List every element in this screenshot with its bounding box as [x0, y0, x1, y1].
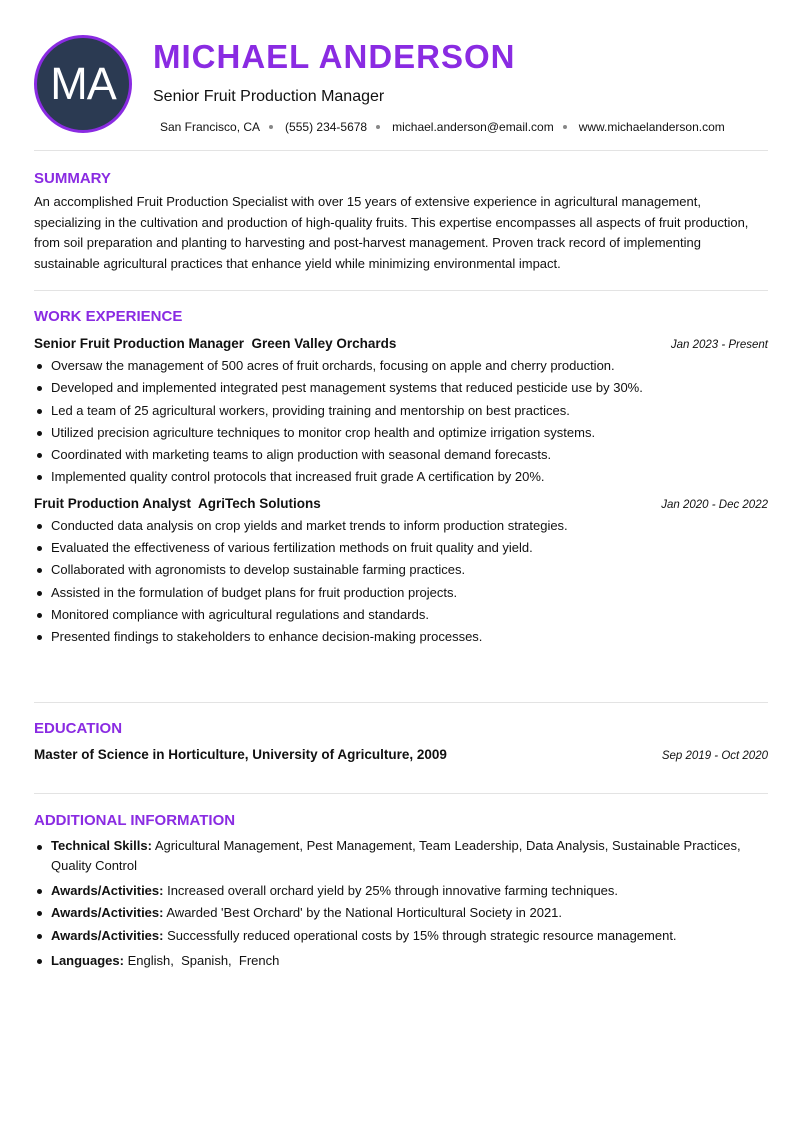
additional-information-heading: ADDITIONAL INFORMATION [34, 812, 236, 829]
job-title: Senior Fruit Production Manager [153, 88, 385, 105]
job-header [34, 336, 768, 351]
job-role: Senior Fruit Production Manager [34, 336, 245, 351]
job-bullets [34, 515, 768, 649]
list-item: Implemented quality control protocols that increased fruit grade A certification by 20%. [34, 466, 768, 488]
work-experience-heading: WORK EXPERIENCE [34, 308, 183, 325]
job-bullets [34, 355, 768, 489]
list-item: Monitored compliance with agricultural regulations and standards. [34, 604, 768, 626]
list-item [34, 836, 768, 875]
job-company: AgriTech Solutions [198, 495, 321, 511]
list-item: Collaborated with agronomists to develop sustainable farming practices. [34, 559, 768, 581]
item-label: Languages: [51, 952, 124, 968]
summary-text: An accomplished Fruit Production Specialist with over 15 years of extensive experience in agricultural management, specializing in the cultivation and production of high-quality fruits. This expertise encompasses all aspects of fruit production, from soil preparation and planting to harvesting and post-harvest management. Proven track record of implementing sustainable agricultural practices that enhance yield while minimizing environmental impact. [34, 194, 749, 271]
additional-information-section [34, 794, 768, 972]
education-heading: EDUCATION [34, 720, 123, 737]
resume-page [34, 0, 768, 972]
summary-section [34, 151, 768, 290]
job-entry [34, 336, 768, 489]
work-experience-section [34, 291, 768, 684]
job-dates: Jan 2023 - Present [670, 339, 768, 351]
list-item: Conducted data analysis on crop yields and market trends to inform production strategies. [34, 515, 768, 537]
job-dates: Jan 2020 - Dec 2022 [661, 498, 768, 511]
contact-line [160, 120, 725, 134]
contact-phone: (555) 234-5678 [285, 120, 368, 134]
item-label: Awards/Activities: [51, 927, 164, 943]
item-text: Increased overall orchard yield by 25% through innovative farming techniques. [167, 883, 619, 898]
list-item: Led a team of 25 agricultural workers, providing training and mentorship on best practices. [34, 400, 768, 422]
item-text: Agricultural Management, Pest Management, Team Leadership, Data Analysis, Sustainable Practices, Quality Control [51, 838, 741, 873]
list-item: Developed and implemented integrated pest management systems that reduced pesticide use by 30%. [34, 377, 768, 399]
degree: Master of Science in Horticulture, University of Agriculture, 2009 [34, 747, 447, 762]
summary-heading: SUMMARY [34, 170, 111, 187]
list-item [34, 902, 768, 924]
list-item: Utilized precision agriculture techniques to monitor crop health and optimize irrigation systems. [34, 422, 768, 444]
list-item: Coordinated with marketing teams to align production with seasonal demand forecasts. [34, 444, 768, 466]
job-header [34, 496, 768, 511]
contact-website[interactable]: www.michaelanderson.com [578, 120, 725, 134]
list-item: Presented findings to stakeholders to enhance decision-making processes. [34, 626, 768, 648]
separator-dot-icon [269, 125, 273, 129]
list-item [34, 950, 768, 972]
list-item [34, 925, 768, 947]
job-entry [34, 496, 768, 649]
item-label: Technical Skills: [51, 838, 152, 853]
education-entry [34, 747, 768, 762]
job-company: Green Valley Orchards [251, 336, 397, 351]
contact-location: San Francisco, CA [160, 120, 261, 134]
candidate-name: MICHAEL ANDERSON [153, 38, 516, 75]
item-text: English, Spanish, French [127, 952, 280, 968]
job-role: Fruit Production Analyst [34, 495, 192, 511]
item-label: Awards/Activities: [51, 905, 164, 921]
item-text: Awarded 'Best Orchard' by the National Horticultural Society in 2021. [166, 905, 563, 921]
education-section [34, 703, 768, 793]
item-label: Awards/Activities: [51, 883, 164, 898]
avatar: MA [34, 35, 132, 133]
education-dates: Sep 2019 - Oct 2020 [661, 750, 768, 762]
resume-header [34, 0, 768, 150]
item-text: Successfully reduced operational costs by 15% through strategic resource management. [167, 927, 677, 943]
contact-email[interactable]: michael.anderson@email.com [392, 120, 554, 134]
separator-dot-icon [563, 125, 567, 129]
list-item: Oversaw the management of 500 acres of fruit orchards, focusing on apple and cherry production. [34, 355, 768, 377]
list-item: Evaluated the effectiveness of various fertilization methods on fruit quality and yield. [34, 537, 768, 559]
additional-list [34, 836, 768, 972]
list-item: Assisted in the formulation of budget plans for fruit production projects. [34, 582, 768, 604]
list-item [34, 880, 768, 902]
separator-dot-icon [376, 125, 380, 129]
